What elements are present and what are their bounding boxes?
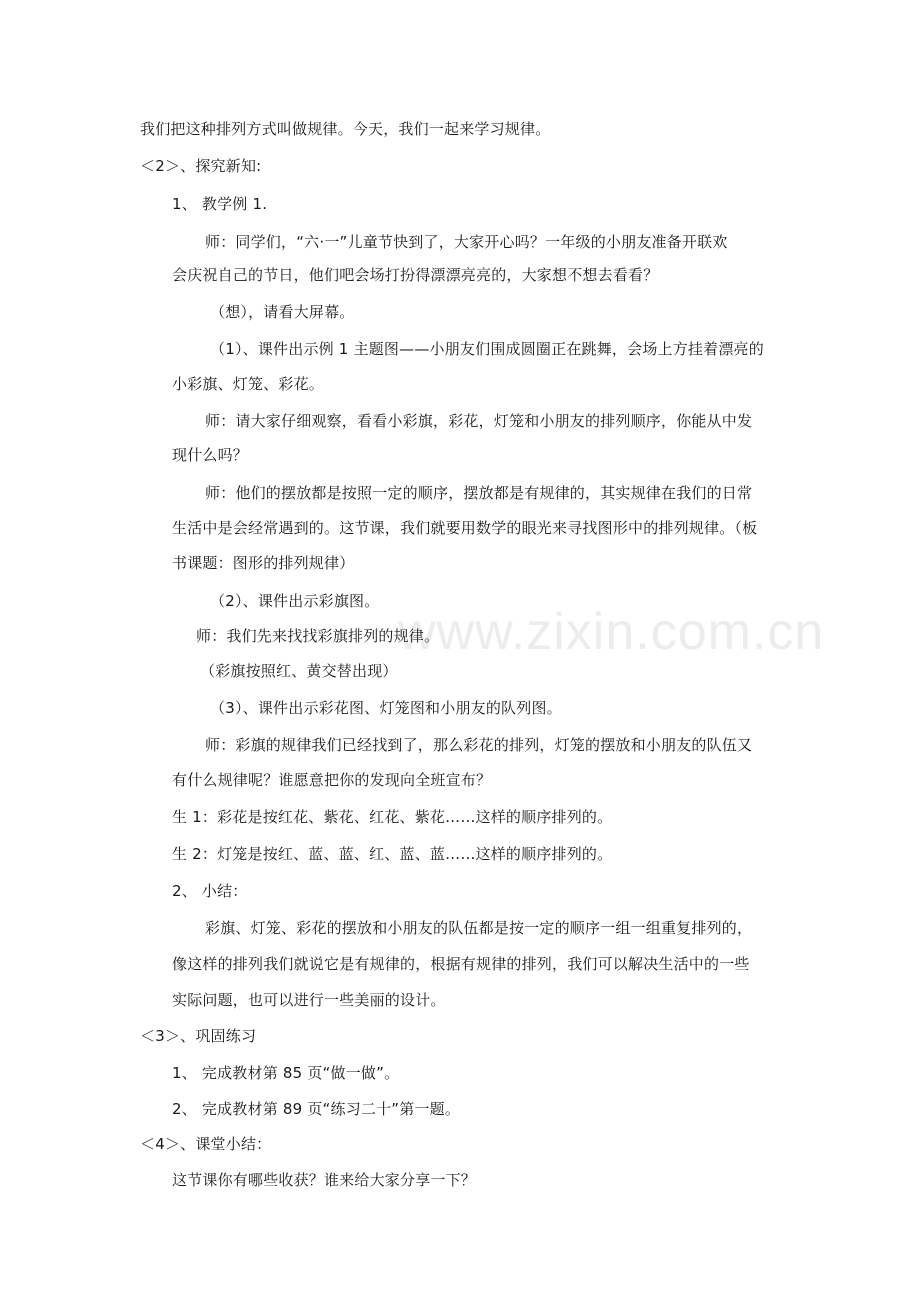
text-line: （想），请看大屏幕。 <box>210 303 355 321</box>
text-line: 师：他们的摆放都是按照一定的顺序，摆放都是有规律的，其实规律在我们的日常 <box>205 484 753 502</box>
text-line: 生 1：彩花是按红花、紫花、红花、紫花……这样的顺序排列的。 <box>172 808 613 826</box>
list-item: 2、 完成教材第 89 页“练习二十”第一题。 <box>172 1100 461 1118</box>
text-line: 生 2：灯笼是按红、蓝、蓝、红、蓝、蓝……这样的顺序排列的。 <box>172 845 613 863</box>
item-heading: 1、 教学例 1. <box>172 195 268 213</box>
text-line: （彩旗按照红、黄交替出现） <box>200 662 398 680</box>
text-line: 书课题：图形的排列规律） <box>172 554 355 572</box>
text-line: （3）、课件出示彩花图、灯笼图和小朋友的队列图。 <box>210 699 562 717</box>
watermark: www.zixin.com.cn <box>398 603 825 661</box>
list-item: 1、 完成教材第 85 页“做一做”。 <box>172 1064 400 1082</box>
text-line: （1）、课件出示例 1 主题图——小朋友们围成圆圈正在跳舞，会场上方挂着漂亮的 <box>210 340 764 358</box>
text-line: 师：彩旗的规律我们已经找到了，那么彩花的排列，灯笼的摆放和小朋友的队伍又 <box>205 736 753 754</box>
text-line: 生活中是会经常遇到的。这节课，我们就要用数学的眼光来寻找图形中的排列规律。（板 <box>172 519 758 537</box>
text-line: 彩旗、灯笼、彩花的摆放和小朋友的队伍都是按一定的顺序一组一组重复排列的， <box>205 919 753 937</box>
text-line: 有什么规律呢？谁愿意把你的发现向全班宣布？ <box>172 771 492 789</box>
text-line: （2）、课件出示彩旗图。 <box>210 592 380 610</box>
section-heading: ＜3＞、巩固练习 <box>140 1027 257 1045</box>
section-heading: ＜4＞、课堂小结： <box>140 1135 272 1153</box>
text-line: 小彩旗、灯笼、彩花。 <box>172 375 325 393</box>
text-line: 师：请大家仔细观察，看看小彩旗，彩花，灯笼和小朋友的排列顺序，你能从中发 <box>205 412 753 430</box>
text-line: 实际问题，也可以进行一些美丽的设计。 <box>172 991 446 1009</box>
text-line: 这节课你有哪些收获？谁来给大家分享一下？ <box>172 1171 477 1189</box>
item-heading: 2、 小结： <box>172 882 248 900</box>
text-line: 会庆祝自己的节日，他们吧会场打扮得漂漂亮亮的，大家想不想去看看？ <box>172 266 659 284</box>
text-line: 像这样的排列我们就说它是有规律的，根据有规律的排列，我们可以解决生活中的一些 <box>172 955 750 973</box>
text-line: 师：我们先来找找彩旗排列的规律。 <box>196 627 440 645</box>
text-line: 我们把这种排列方式叫做规律。今天，我们一起来学习规律。 <box>140 120 551 138</box>
section-heading: ＜2＞、探究新知: <box>140 157 262 175</box>
text-line: 师：同学们，“六·一”儿童节快到了，大家开心吗？一年级的小朋友准备开联欢 <box>205 233 728 251</box>
text-line: 现什么吗？ <box>172 446 249 464</box>
